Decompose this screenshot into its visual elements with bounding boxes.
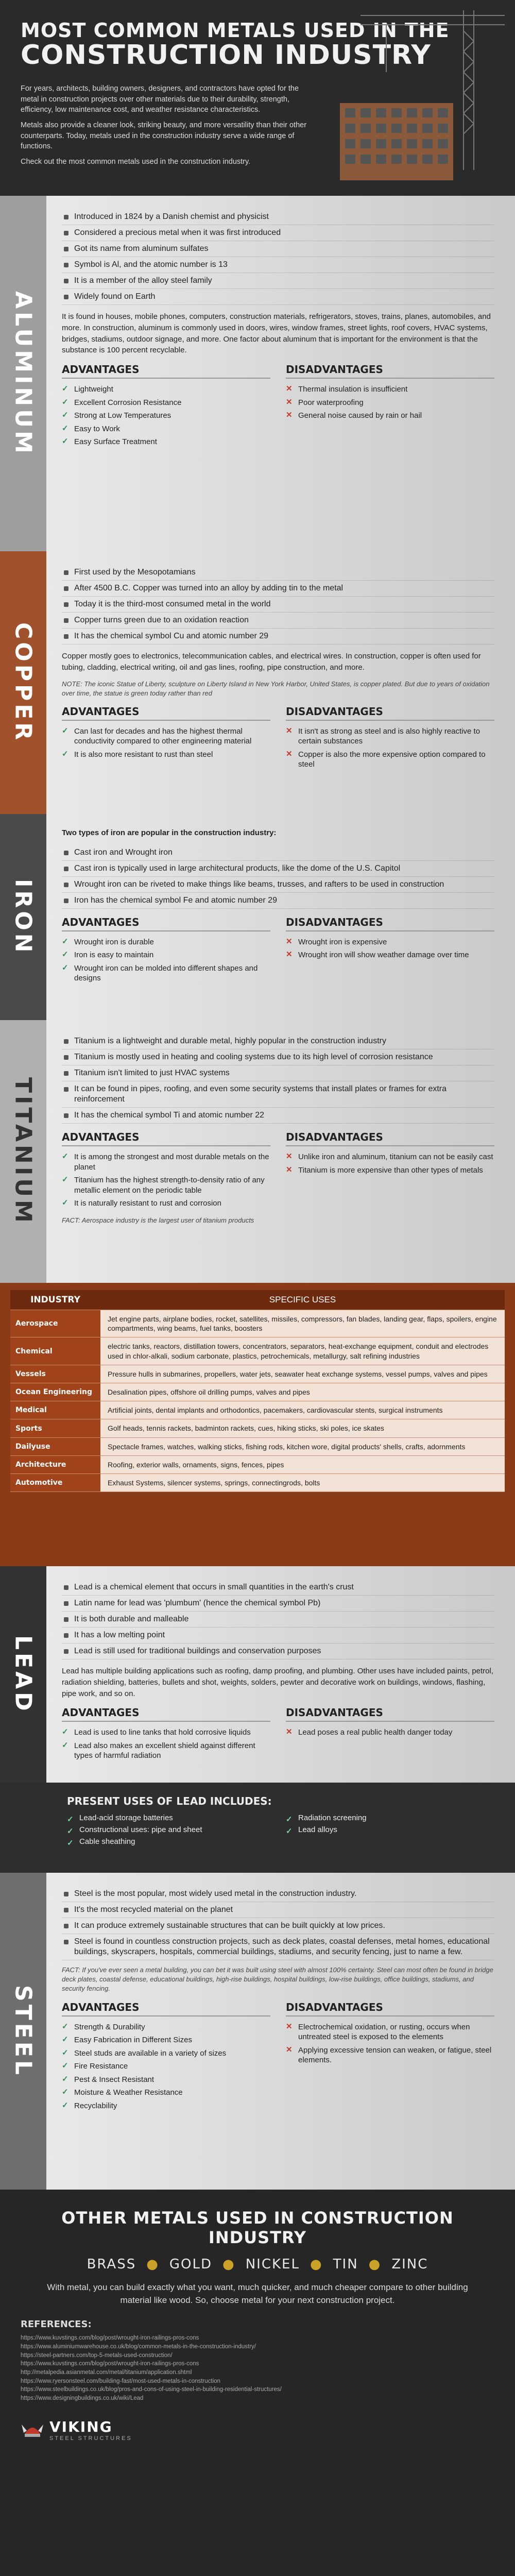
uses-cell: Pressure hulls in submarines, propellers, water jets, seawater heat exchange systems, vessel pumps, valves and pipes [100,1365,505,1383]
fact-item: Cast iron and Wrought iron [62,845,494,861]
reference-link[interactable]: http://metalpedia.asianmetal.com/metal/titanium/application.shtml [21,2369,192,2376]
disadvantage-item: ✕ Copper is also the more expensive option compared to steel [286,749,486,769]
dot-icon: ● [146,2257,159,2272]
dot-icon: ● [368,2257,382,2272]
check-icon: ✓ [67,1827,74,1836]
reference-link[interactable]: https://www.steelbuildings.co.uk/blog/pros-and-cons-of-using-steel-in-building-residential-structures/ [21,2386,282,2393]
check-icon: ✓ [62,726,68,735]
uses-cell: Jet engine parts, airplane bodies, rocket, satellites, missiles, compressors, fan blades, landing gear, flaps, spoilers, engine compartments, wing beams, fuel tanks, boosters [100,1310,505,1337]
aluminum-sidebar [0,196,46,551]
advantages [62,916,270,985]
copper-sidebar [0,551,46,814]
advantages-heading: ADVANTAGES [62,1706,270,1722]
iron-intro: Two types of iron are popular in the construction industry: [62,828,277,837]
titanium-content [46,1020,515,1283]
fact-item: Copper turns green due to an oxidation reaction [62,613,494,629]
section-aluminum [0,196,515,551]
advantage-item: ✓ Lead is used to line tanks that hold corrosive liquids [62,1727,251,1737]
check-icon: ✓ [62,2061,68,2071]
advantages-heading: ADVANTAGES [62,363,270,379]
adv-dis [62,363,494,449]
advantages-heading: ADVANTAGES [62,1131,270,1146]
copper-content [46,551,515,814]
check-icon: ✓ [62,2100,68,2110]
table-row [10,1337,505,1365]
closing-text: With metal, you can build exactly what you want, much quicker, and much cheaper compare to other building material like wood. So, choose metal for your next construction project. [47,2282,468,2305]
check-icon: ✓ [286,1827,293,1836]
cross-icon: ✕ [286,937,293,946]
advantage-item: ✓ Wrought iron can be molded into different shapes and designs [62,963,258,983]
advantage-item: ✓ Strength & Durability [62,2022,145,2031]
table-row [10,1438,505,1456]
title-line-1: MOST COMMON METALS USED IN THE [21,19,450,42]
check-icon: ✓ [62,749,68,758]
check-icon: ✓ [62,384,68,393]
fact-item: Cast iron is typically used in large architectural products, like the dome of the U.S. Capitol [62,861,494,877]
description: It is found in houses, mobile phones, computers, construction materials, refrigerators, stoves, trains, planes, automobiles, and more. In construction, aluminum is commonly used in doors, wires, window frames, street lights, roof covers, HVAC systems, bridges, stadiums, outdoor signage, and more. One factor about aluminum that is important for the environment is that the substance is 100 percent recyclable. [62,312,491,355]
uses-cell: Roofing, exterior walls, ornaments, signs, fences, pipes [100,1456,505,1473]
facts-list [62,1886,494,1960]
disadvantage-item: ✕ Titanium is more expensive than other types of metals [286,1165,483,1175]
check-icon: ✓ [62,1198,68,1207]
fact-item: It has the chemical symbol Cu and atomic number 29 [62,629,494,645]
check-icon: ✓ [62,2074,68,2083]
advantage-item: ✓ Easy Surface Treatment [62,437,157,446]
fact-item: It's the most recycled material on the planet [62,1902,494,1918]
metal-name: ZINC [391,2257,428,2272]
fact-item: Latin name for lead was 'plumbum' (hence the chemical symbol Pb) [62,1596,494,1612]
uses-cell: Desalination pipes, offshore oil drilling pumps, valves and pipes [100,1383,505,1401]
advantage-item: ✓ Steel studs are available in a variety of sizes [62,2048,227,2058]
fact-item: Widely found on Earth [62,289,494,305]
cross-icon: ✕ [286,384,293,393]
present-uses-heading: PRESENT USES OF LEAD INCLUDES: [67,1795,272,1807]
disadvantages-heading: DISADVANTAGES [286,1706,494,1722]
metal-name: GOLD [169,2257,213,2272]
fact-item: It has a low melting point [62,1628,494,1643]
table-row [10,1310,505,1337]
uses-table [0,1283,515,1566]
fact-item: Steel is found in countless construction projects, such as deck plates, coastal defenses, metal homes, educational buildings, skyscrapers, hospitals, commercial buildings, stadiums, and security fencing, just to name a few. [62,1934,494,1960]
advantages [62,363,270,449]
dot-icon: ● [310,2257,323,2272]
advantages-heading: ADVANTAGES [62,916,270,931]
cross-icon: ✕ [286,1152,293,1161]
advantage-item: ✓ Easy Fabrication in Different Sizes [62,2035,192,2045]
titanium-sidebar [0,1020,46,1283]
intro-paragraph: For years, architects, building owners, designers, and contractors have opted for the metal in construction projects over other materials due to their durability, strength, efficiency, low maintenance cost, and weather resistance characteristics. [21,84,299,114]
disadvantage-item: ✕ It isn't as strong as steel and is also highly reactive to certain substances [286,726,480,746]
cross-icon: ✕ [286,2022,293,2031]
reference-link[interactable]: https://www.aluminiumwarehouse.co.uk/blog/common-metals-in-the-construction-industry/ [21,2343,256,2350]
advantage-item: ✓ Fire Resistance [62,2061,128,2071]
disadvantage-item: ✕ Electrochemical oxidation, or rusting, occurs when untreated steel is exposed to the elements [286,2022,470,2042]
uses-cell: electric tanks, reactors, distillation towers, concentrators, separators, heat-exchange equipment, conduit and electrodes used in chlor-alkali, sodium carbonate, plastics, petrochemicals, metallurgy, salt refining industries [100,1337,505,1364]
advantage-item: ✓ Easy to Work [62,423,120,433]
disadvantages-heading: DISADVANTAGES [286,705,494,721]
intro-text [21,83,309,167]
fact-item: Got its name from aluminum sulfates [62,241,494,257]
disadvantage-item: ✕ Thermal insulation is insufficient [286,384,408,394]
check-icon: ✓ [62,411,68,419]
reference-link[interactable]: https://www.kuvstings.com/blog/post/wrought-iron-railings-pros-cons [21,2335,199,2342]
advantage-item: ✓ Lightweight [62,384,113,394]
cross-icon: ✕ [286,726,293,735]
cross-icon: ✕ [286,1165,293,1174]
advantage-item: ✓ Strong at Low Temperatures [62,411,171,420]
adv-dis [62,916,494,985]
cross-icon: ✕ [286,2045,293,2054]
facts-list [62,1033,494,1124]
crane-illustration [294,0,510,196]
present-use-item: ✓ Radiation screening [286,1814,367,1824]
fact-item: After 4500 B.C. Copper was turned into an alloy by adding tin to the metal [62,581,494,597]
dot-icon: ● [222,2257,235,2272]
logo-name: VIKING [49,2418,113,2436]
fact-item: Lead is still used for traditional buildings and conservation purposes [62,1643,494,1659]
check-icon: ✓ [62,1740,68,1750]
logo-subtitle: STEEL STRUCTURES [49,2435,132,2442]
iron-sidebar [0,814,46,1020]
logo [21,2418,494,2442]
adv-dis [62,1131,494,1210]
fact-item: Considered a precious metal when it was first introduced [62,225,494,241]
uses-cell: Exhaust Systems, silencer systems, springs, connectingrods, bolts [100,1474,505,1492]
disadvantages [286,1131,494,1210]
check-icon: ✓ [67,1839,74,1848]
steel-content [46,1873,515,2190]
header [0,0,515,196]
facts-list [62,209,494,305]
section-title: COPPER [10,622,37,743]
industry-cell: Dailyuse [10,1438,100,1455]
check-icon: ✓ [62,963,68,972]
check-icon: ✓ [62,2048,68,2057]
section-title: TITANIUM [10,1077,37,1226]
advantage-item: ✓ It is among the strongest and most durable metals on the planet [62,1152,269,1172]
check-icon: ✓ [62,423,68,433]
table-row [10,1383,505,1401]
check-icon: ✓ [62,2088,68,2097]
cross-icon: ✕ [286,950,293,959]
check-icon: ✓ [62,437,68,446]
advantage-item: ✓ Lead also makes an excellent shield against different types of harmful radiation [62,1740,255,1760]
uses-cell: Spectacle frames, watches, walking sticks, fishing rods, kitchen wore, digital products' shells, crafts, adornments [100,1438,505,1455]
reference-link[interactable]: https://steel-partners.com/top-5-metals-used-construction/ [21,2352,173,2359]
metal-name: NICKEL [245,2257,300,2272]
adv-dis [62,2001,494,2113]
fact-item: Introduced in 1824 by a Danish chemist and physicist [62,209,494,225]
check-icon: ✓ [62,937,68,946]
disadvantages-heading: DISADVANTAGES [286,363,494,379]
advantage-item: ✓ It is naturally resistant to rust and corrosion [62,1198,221,1208]
fact-item: Wrought iron can be riveted to make things like beams, trusses, and rafters to be used in construction [62,877,494,893]
disadvantage-item: ✕ Lead poses a real public health danger today [286,1727,453,1737]
description: Copper mostly goes to electronics, telecommunication cables, and electrical wires. In construction, copper is often used for tubing, cladding, electrical writing, oil and gas lines, roofing, pipe construction, and more. [62,652,481,672]
header-industry: INDUSTRY [10,1290,100,1310]
table-row [10,1474,505,1492]
fact-item: Lead is a chemical element that occurs in small quantities in the earth's crust [62,1580,494,1596]
reference-link[interactable]: https://www.ryersonsteel.com/building-fast/most-used-metals-in-construction [21,2378,220,2384]
advantage-item: ✓ Iron is easy to maintain [62,950,154,960]
table-row [10,1419,505,1437]
present-use-item: ✓ Lead alloys [286,1825,337,1836]
intro-paragraph: Metals also provide a cleaner look, striking beauty, and more versatility than their other counterparts. Today, metals used in the construction industry serve a wide range of functions. [21,121,307,150]
industry-cell: Medical [10,1401,100,1419]
disadvantages [286,916,494,985]
other-metals-list [21,2257,494,2272]
section-iron [0,814,515,1020]
lead-content [46,1566,515,1783]
check-icon: ✓ [286,1815,293,1824]
check-icon: ✓ [67,1815,74,1824]
steel-sidebar [0,1873,46,2190]
advantages [62,705,270,771]
section-copper [0,551,515,814]
other-metals-title: OTHER METALS USED IN CONSTRUCTION INDUSTRY [61,2208,454,2247]
intro-paragraph: Check out the most common metals used in the construction industry. [21,158,251,166]
present-use-item: ✓ Lead-acid storage batteries [67,1814,173,1824]
fact-item: It has the chemical symbol Ti and atomic number 22 [62,1108,494,1124]
fact-item: Iron has the chemical symbol Fe and atomic number 29 [62,893,494,909]
advantages-heading: ADVANTAGES [62,2001,270,2016]
disadvantages-heading: DISADVANTAGES [286,1131,494,1146]
section-steel [0,1873,515,2190]
uses-cell: Golf heads, tennis rackets, badminton rackets, cues, hiking sticks, ski poles, ice skates [100,1419,505,1437]
disadvantages [286,705,494,771]
note: NOTE: The iconic Statue of Liberty, sculpture on Liberty Island in New York Harbor, United States, is copper plated. But due to years of oxidation over time, the statue is green today rather than red [62,680,490,697]
table-row [10,1401,505,1419]
table-row [10,1456,505,1474]
advantages [62,1131,270,1210]
titanium-fact: FACT: Aerospace industry is the largest user of titanium products [62,1216,254,1224]
fact-item: Titanium isn't limited to just HVAC systems [62,1065,494,1081]
table-header [10,1290,505,1310]
disadvantage-item: ✕ Poor waterproofing [286,397,364,407]
fact-item: First used by the Mesopotamians [62,565,494,581]
check-icon: ✓ [62,1152,68,1161]
adv-dis [62,1706,494,1762]
section-title: STEEL [10,1985,37,2078]
fact-item: It can produce extremely sustainable structures that can be built quickly at low prices. [62,1918,494,1934]
cross-icon: ✕ [286,411,293,419]
industry-cell: Aerospace [10,1310,100,1337]
metal-name: BRASS [87,2257,136,2272]
advantage-item: ✓ Pest & Insect Resistant [62,2074,154,2084]
advantages [62,1706,270,1762]
advantage-item: ✓ Wrought iron is durable [62,937,154,946]
references [21,2319,494,2402]
facts-list [62,565,494,645]
fact-item: Titanium is a lightweight and durable metal, highly popular in the construction industry [62,1033,494,1049]
section-title: IRON [10,878,37,956]
check-icon: ✓ [62,2022,68,2031]
references-heading: REFERENCES: [21,2319,92,2330]
footer [0,2190,515,2576]
facts-list [62,1580,494,1659]
fact-item: Symbol is Al, and the atomic number is 13 [62,257,494,273]
fact-item: It is both durable and malleable [62,1612,494,1628]
disadvantage-item: ✕ Applying excessive tension can weaken, or fatigue, steel elements. [286,2045,492,2065]
reference-link[interactable]: https://www.designingbuildings.co.uk/wiki/Lead [21,2395,144,2401]
cross-icon: ✕ [286,749,293,758]
fact-item: Titanium is mostly used in heating and cooling systems due to its high level of corrosion resistance [62,1049,494,1065]
disadvantages-heading: DISADVANTAGES [286,916,494,931]
cross-icon: ✕ [286,1727,293,1737]
industry-cell: Automotive [10,1474,100,1492]
advantage-item: ✓ Excellent Corrosion Resistance [62,397,182,407]
cross-icon: ✕ [286,397,293,406]
adv-dis [62,705,494,771]
section-titanium [0,1020,515,1283]
section-title: LEAD [10,1635,37,1714]
check-icon: ✓ [62,1727,68,1737]
title-line-2: CONSTRUCTION INDUSTRY [21,39,431,71]
industry-cell: Sports [10,1419,100,1437]
fact-item: Steel is the most popular, most widely used metal in the construction industry. [62,1886,494,1902]
advantages [62,2001,270,2113]
present-use-item: ✓ Cable sheathing [67,1837,135,1848]
advantage-item: ✓ Can last for decades and has the highest thermal conductivity compared to other engineering material [62,726,252,746]
advantage-item: ✓ It is also more resistant to rust than steel [62,749,213,759]
advantage-item: ✓ Titanium has the highest strength-to-density ratio of any metallic element on the periodic table [62,1175,265,1195]
industry-cell: Ocean Engineering [10,1383,100,1401]
industry-cell: Chemical [10,1337,100,1364]
metal-name: TIN [333,2257,358,2272]
disadvantage-item: ✕ General noise caused by rain or hail [286,411,422,420]
advantages-heading: ADVANTAGES [62,705,270,721]
disadvantages-heading: DISADVANTAGES [286,2001,494,2016]
disadvantages [286,363,494,449]
industry-cell: Vessels [10,1365,100,1383]
industry-cell: Architecture [10,1456,100,1473]
fact-item: Today it is the third-most consumed metal in the world [62,597,494,613]
iron-content [46,814,515,1020]
aluminum-content [46,196,515,551]
steel-fact: FACT: If you've ever seen a metal building, you can bet it was built using steel with almost 100% certainty. Steel can most often be found in bridge deck plates, coastal defense, educational buildings, high-rise buildings, hospital buildings, low-rise buildings, office buildings, stadiums, and security fencing. [62,1966,493,1993]
header-uses: SPECIFIC USES [100,1290,505,1310]
uses-cell: Artificial joints, dental implants and orthodontics, pacemakers, cardiovascular stents, surgical instruments [100,1401,505,1419]
disadvantage-item: ✕ Wrought iron will show weather damage over time [286,950,469,960]
check-icon: ✓ [62,2035,68,2044]
table-row [10,1365,505,1383]
viking-helmet-icon [21,2418,44,2442]
present-use-item: ✓ Constructional uses: pipe and sheet [67,1825,202,1836]
lead-present-uses [0,1783,515,1873]
lead-sidebar [0,1566,46,1783]
fact-item: It can be found in pipes, roofing, and even some security systems that install plates or frames for extra reinforcement [62,1081,494,1108]
disadvantages [286,1706,494,1762]
section-title: ALUMINUM [10,291,37,456]
advantage-item: ✓ Moisture & Weather Resistance [62,2088,183,2097]
check-icon: ✓ [62,950,68,959]
disadvantage-item: ✕ Unlike iron and aluminum, titanium can not be easily cast [286,1152,493,1161]
section-lead [0,1566,515,1783]
description: Lead has multiple building applications such as roofing, damp proofing, and plumbing. Other uses have included paints, petrol, radiation shielding, batteries, bullets and shot, weights, solders, pewter and decorative work on buildings, windows, flashing, pipe work, and so on. [62,1667,494,1698]
disadvantage-item: ✕ Wrought iron is expensive [286,937,387,946]
disadvantages [286,2001,494,2113]
advantage-item: ✓ Recyclability [62,2100,117,2110]
check-icon: ✓ [62,1175,68,1184]
fact-item: It is a member of the alloy steel family [62,273,494,289]
facts-list [62,845,494,909]
check-icon: ✓ [62,397,68,406]
reference-link[interactable]: https://www.kuvstings.com/blog/post/wrought-iron-railings-pros-cons [21,2361,199,2367]
